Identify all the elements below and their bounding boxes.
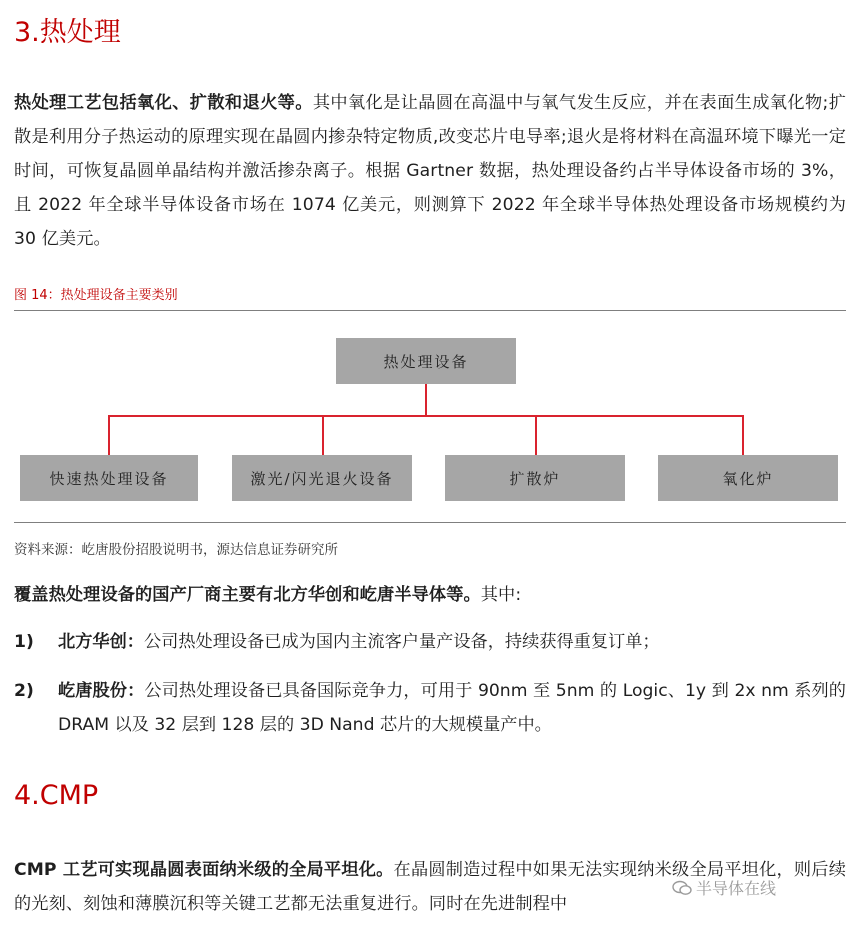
child-node-rtp: 快速热处理设备: [20, 455, 198, 501]
root-connector: [425, 384, 427, 416]
vendors-intro-text: 其中:: [480, 585, 522, 605]
figure-caption: 图 14：热处理设备主要类别: [14, 288, 178, 303]
section-3-body: 其中氧化是让晶圆在高温中与氧气发生反应，并在表面生成氧化物;扩散是利用分子热运动的原理实现在晶圆内掺杂特定物质,改变芯片电导率;退火是将材料在高温环境下曝光一定时间，可恢复晶圆单晶结构并激活掺杂离子。根据 Gartner 数据，热处理设备约占半导体设备市场的 3%，且 2022 年全球半导体设备市场在 1074 亿美元，则测算下 2022 年全球半导体热处理设备市场规模约为 30 亿美元。: [14, 93, 846, 249]
list-body: [58, 625, 846, 659]
branch-connector: [108, 415, 744, 417]
section-3-lead: 热处理工艺包括氧化、扩散和退火等。: [14, 93, 313, 113]
child-node-laser-anneal: 激光/闪光退火设备: [232, 455, 412, 501]
figure-bottom-rule: [14, 522, 846, 523]
section-4-title: 4.CMP: [14, 780, 99, 811]
section-3-title: 3.热处理: [14, 17, 121, 48]
section-4-lead: CMP 工艺可实现晶圆表面纳米级的全局平坦化。: [14, 860, 394, 880]
vendors-intro: [14, 578, 846, 612]
wechat-icon: [672, 880, 692, 896]
list-body: [58, 674, 846, 742]
figure-source: 资料来源：屹唐股份招股说明书，源达信息证券研究所: [14, 542, 338, 558]
root-node: 热处理设备: [336, 338, 516, 384]
list-number: 1): [14, 632, 34, 652]
vendor-name: 北方华创：: [58, 632, 144, 652]
vendor-text: 公司热处理设备已成为国内主流客户量产设备，持续获得重复订单；: [143, 632, 660, 652]
figure-top-rule: [14, 310, 846, 311]
watermark-text: 半导体在线: [696, 879, 777, 898]
child-connector: [322, 415, 324, 455]
equipment-category-diagram: [14, 316, 846, 521]
vendors-intro-lead: 覆盖热处理设备的国产厂商主要有北方华创和屹唐半导体等。: [14, 585, 481, 605]
vendor-text: 公司热处理设备已具备国际竞争力，可用于 90nm 至 5nm 的 Logic、1y 到 2x nm 系列的 DRAM 以及 32 层到 128 层的 3D Nand 芯片的大规模量产中。: [58, 681, 846, 735]
child-node-oxidation-furnace: 氧化炉: [658, 455, 838, 501]
child-connector: [742, 415, 744, 455]
watermark: [672, 876, 776, 899]
child-connector: [535, 415, 537, 455]
child-connector: [108, 415, 110, 455]
vendor-name: 屹唐股份：: [58, 681, 145, 701]
child-node-diffusion-furnace: 扩散炉: [445, 455, 625, 501]
list-number: 2): [14, 681, 34, 701]
section-3-paragraph: [14, 86, 846, 266]
section-4-body: 在晶圆制造过程中如果无法实现纳米级全局平坦化，则后续的光刻、刻蚀和薄膜沉积等关键工艺都无法重复进行。同时在先进制程中: [14, 860, 846, 914]
